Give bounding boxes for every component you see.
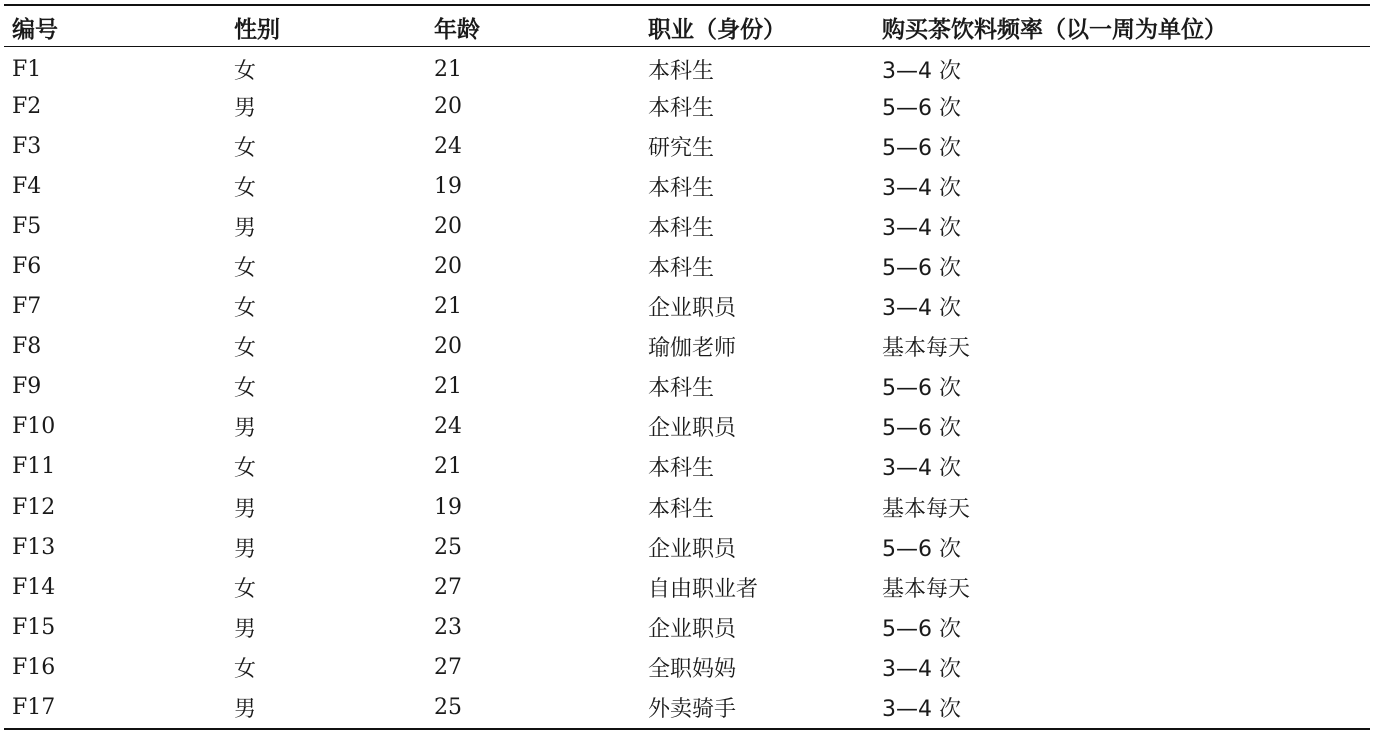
cell-id: F17 bbox=[12, 695, 56, 721]
cell-age: 21 bbox=[434, 56, 462, 82]
cell-id: F14 bbox=[12, 574, 56, 600]
cell-purchase-frequency: 5—6 次 bbox=[882, 616, 961, 642]
cell-gender: 女 bbox=[234, 256, 257, 282]
cell-gender: 男 bbox=[234, 536, 257, 562]
table-row bbox=[0, 688, 1374, 728]
header-purchase-frequency: 购买茶饮料频率（以一周为单位） bbox=[882, 16, 1227, 43]
cell-id: F8 bbox=[12, 334, 42, 360]
cell-id: F10 bbox=[12, 414, 56, 440]
cell-gender: 女 bbox=[234, 296, 257, 322]
cell-purchase-frequency: 基本每天 bbox=[882, 336, 971, 362]
respondent-table bbox=[0, 8, 1374, 728]
cell-gender: 女 bbox=[234, 656, 257, 682]
table-row bbox=[0, 647, 1374, 687]
table-row bbox=[0, 86, 1374, 126]
table-row bbox=[0, 206, 1374, 246]
cell-occupation: 企业职员 bbox=[648, 296, 737, 322]
cell-occupation: 本科生 bbox=[648, 215, 715, 241]
cell-age: 25 bbox=[434, 534, 462, 560]
cell-gender: 女 bbox=[234, 336, 257, 362]
cell-age: 19 bbox=[434, 494, 462, 520]
cell-age: 20 bbox=[434, 334, 462, 360]
cell-id: F2 bbox=[12, 93, 42, 119]
cell-id: F6 bbox=[12, 254, 42, 280]
cell-id: F7 bbox=[12, 294, 42, 320]
cell-purchase-frequency: 基本每天 bbox=[882, 576, 971, 602]
table-row bbox=[0, 46, 1374, 86]
cell-id: F11 bbox=[12, 454, 56, 480]
cell-occupation: 研究生 bbox=[648, 135, 715, 161]
cell-purchase-frequency: 3—4 次 bbox=[882, 215, 961, 241]
cell-gender: 女 bbox=[234, 576, 257, 602]
table-row bbox=[0, 126, 1374, 166]
cell-age: 25 bbox=[434, 695, 462, 721]
cell-occupation: 企业职员 bbox=[648, 616, 737, 642]
cell-gender: 女 bbox=[234, 456, 257, 482]
cell-gender: 男 bbox=[234, 496, 257, 522]
cell-age: 23 bbox=[434, 614, 462, 640]
cell-gender: 女 bbox=[234, 376, 257, 402]
header-age: 年龄 bbox=[434, 16, 480, 43]
header-id: 编号 bbox=[12, 16, 58, 43]
cell-purchase-frequency: 3—4 次 bbox=[882, 58, 961, 84]
cell-age: 27 bbox=[434, 574, 462, 600]
cell-gender: 男 bbox=[234, 697, 257, 723]
cell-occupation: 本科生 bbox=[648, 95, 715, 121]
cell-age: 20 bbox=[434, 254, 462, 280]
cell-purchase-frequency: 3—4 次 bbox=[882, 296, 961, 322]
table-row bbox=[0, 487, 1374, 527]
cell-purchase-frequency: 5—6 次 bbox=[882, 95, 961, 121]
table-top-rule bbox=[4, 4, 1370, 6]
cell-id: F4 bbox=[12, 173, 42, 199]
cell-gender: 女 bbox=[234, 175, 257, 201]
cell-id: F3 bbox=[12, 133, 42, 159]
cell-occupation: 自由职业者 bbox=[648, 576, 759, 602]
table-row bbox=[0, 246, 1374, 286]
header-gender: 性别 bbox=[234, 16, 280, 43]
cell-occupation: 本科生 bbox=[648, 376, 715, 402]
cell-gender: 男 bbox=[234, 616, 257, 642]
table-row bbox=[0, 166, 1374, 206]
table-header-row bbox=[0, 8, 1374, 46]
cell-occupation: 企业职员 bbox=[648, 536, 737, 562]
cell-gender: 男 bbox=[234, 215, 257, 241]
cell-occupation: 本科生 bbox=[648, 456, 715, 482]
cell-id: F15 bbox=[12, 614, 56, 640]
cell-age: 20 bbox=[434, 93, 462, 119]
cell-occupation: 瑜伽老师 bbox=[648, 336, 737, 362]
cell-age: 21 bbox=[434, 294, 462, 320]
cell-purchase-frequency: 3—4 次 bbox=[882, 175, 961, 201]
cell-gender: 男 bbox=[234, 95, 257, 121]
cell-id: F5 bbox=[12, 213, 42, 239]
cell-purchase-frequency: 3—4 次 bbox=[882, 656, 961, 682]
table-row bbox=[0, 567, 1374, 607]
cell-occupation: 企业职员 bbox=[648, 416, 737, 442]
header-occupation: 职业（身份） bbox=[648, 16, 786, 43]
cell-occupation: 本科生 bbox=[648, 58, 715, 84]
cell-purchase-frequency: 5—6 次 bbox=[882, 256, 961, 282]
table-row bbox=[0, 327, 1374, 367]
table-row bbox=[0, 447, 1374, 487]
cell-id: F13 bbox=[12, 534, 56, 560]
cell-age: 20 bbox=[434, 213, 462, 239]
table-row bbox=[0, 367, 1374, 407]
cell-gender: 女 bbox=[234, 58, 257, 84]
table-row bbox=[0, 607, 1374, 647]
cell-id: F16 bbox=[12, 654, 56, 680]
cell-age: 27 bbox=[434, 654, 462, 680]
cell-gender: 女 bbox=[234, 135, 257, 161]
cell-purchase-frequency: 基本每天 bbox=[882, 496, 971, 522]
cell-purchase-frequency: 5—6 次 bbox=[882, 536, 961, 562]
cell-occupation: 本科生 bbox=[648, 175, 715, 201]
cell-age: 21 bbox=[434, 454, 462, 480]
cell-age: 24 bbox=[434, 414, 462, 440]
cell-occupation: 本科生 bbox=[648, 256, 715, 282]
cell-gender: 男 bbox=[234, 416, 257, 442]
cell-purchase-frequency: 5—6 次 bbox=[882, 376, 961, 402]
cell-age: 21 bbox=[434, 374, 462, 400]
cell-id: F12 bbox=[12, 494, 56, 520]
table-row bbox=[0, 287, 1374, 327]
cell-purchase-frequency: 3—4 次 bbox=[882, 456, 961, 482]
cell-purchase-frequency: 5—6 次 bbox=[882, 135, 961, 161]
cell-purchase-frequency: 3—4 次 bbox=[882, 697, 961, 723]
cell-occupation: 本科生 bbox=[648, 496, 715, 522]
table-bottom-rule bbox=[4, 728, 1370, 730]
cell-occupation: 外卖骑手 bbox=[648, 697, 737, 723]
cell-purchase-frequency: 5—6 次 bbox=[882, 416, 961, 442]
cell-age: 19 bbox=[434, 173, 462, 199]
table-row bbox=[0, 527, 1374, 567]
cell-id: F9 bbox=[12, 374, 42, 400]
table-body bbox=[0, 46, 1374, 728]
cell-id: F1 bbox=[12, 56, 42, 82]
cell-occupation: 全职妈妈 bbox=[648, 656, 737, 682]
cell-age: 24 bbox=[434, 133, 462, 159]
table-row bbox=[0, 407, 1374, 447]
